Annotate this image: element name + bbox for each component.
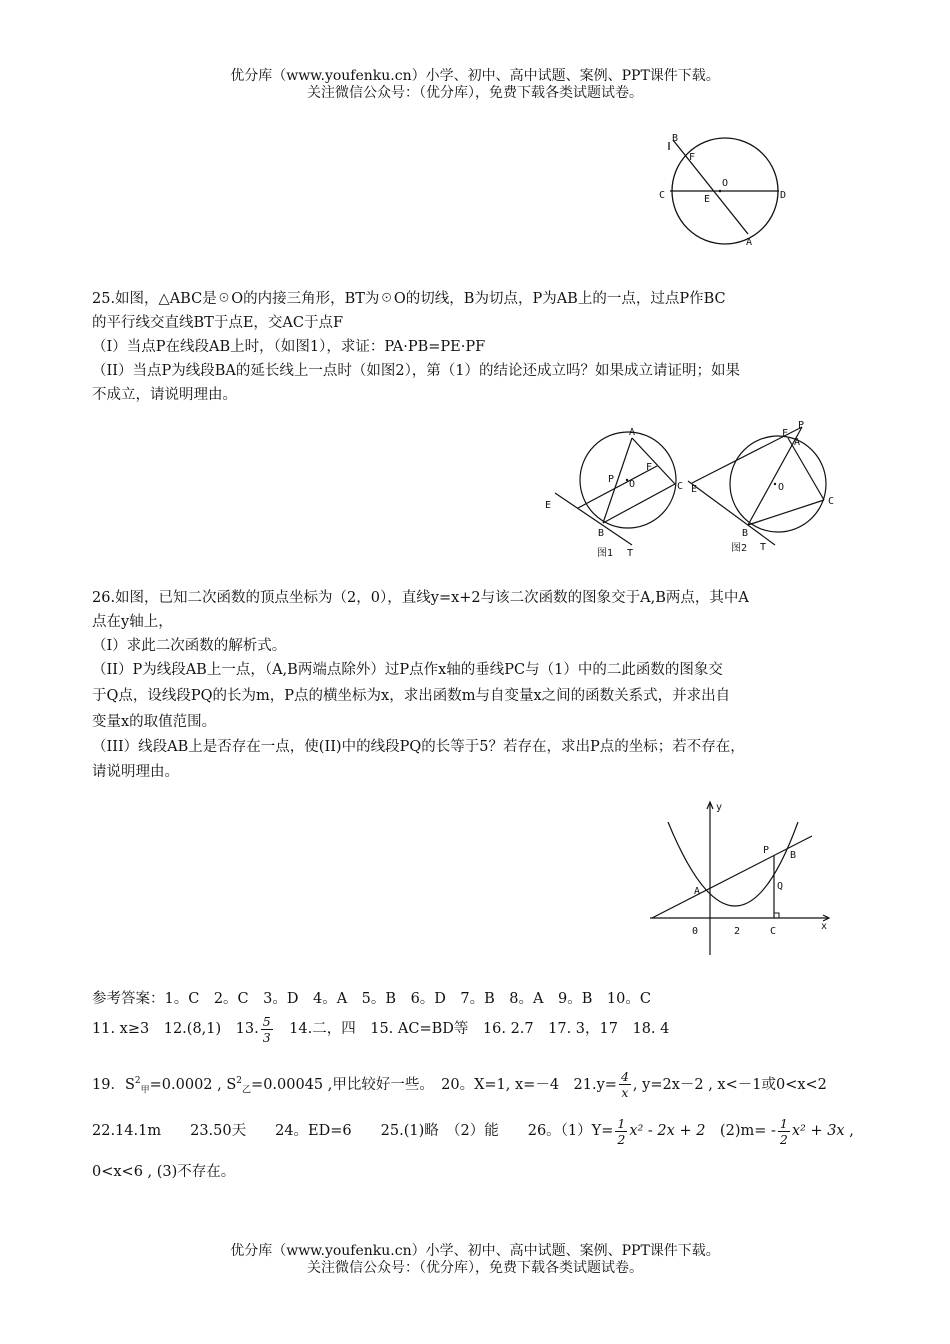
answers-row-4 xyxy=(92,1114,854,1148)
superscript: 2 xyxy=(236,1076,243,1086)
header-line-1: 优分库（www.youfenku.cn）小学、初中、高中试题、案例、PPT课件下载。 xyxy=(230,68,720,84)
q26-line-8: 请说明理由。 xyxy=(92,764,179,780)
q26-line-4: （II）P为线段AB上一点，（A,B两端点除外）过P点作x轴的垂线PC与（1）中的二此函数的图象交 xyxy=(92,662,723,678)
fig26-label-A: A xyxy=(694,886,701,897)
fig24-label-E: E xyxy=(704,194,711,205)
fig25-2-label-C: C xyxy=(828,496,835,507)
fraction-4-x xyxy=(619,1069,631,1100)
fig25-1-label-T: T xyxy=(627,548,634,559)
fraction-1-2 xyxy=(778,1116,790,1147)
answers-row-2-a: 11. x≥3 12.(8,1) 13. xyxy=(92,1021,259,1037)
answers-row-3-d: , y=2x－2 , x<－1或0<x<2 xyxy=(632,1076,827,1093)
superscript: 2 xyxy=(134,1076,141,1086)
answers-row-4-a: 22.14.1m 23.50天 24。ED=6 25.(1)略 （2）能 26。（1）Y= xyxy=(92,1123,614,1139)
answers-row-4-b: x² - 2x + 2 xyxy=(629,1123,706,1139)
fig25-1-label-C: C xyxy=(677,481,684,492)
subscript: 乙 xyxy=(242,1085,252,1096)
fig25-1-label-P: P xyxy=(608,474,615,485)
fig26-label-2: 2 xyxy=(734,926,741,937)
fig25-2-label-E: E xyxy=(691,484,698,495)
q25-line-3: （I）当点P在线段AB上时，（如图1），求证：PA·PB=PE·PF xyxy=(92,339,486,355)
fraction-denominator: 3 xyxy=(262,1029,271,1045)
fraction-1-2 xyxy=(615,1116,627,1147)
fig24-label-O: O xyxy=(722,178,729,189)
fig26-label-y: y xyxy=(716,802,723,813)
fig24-label-A: A xyxy=(746,237,753,248)
fig26-label-0: 0 xyxy=(692,926,699,937)
fig24-label-D: D xyxy=(780,190,787,201)
fraction-5-3 xyxy=(261,1014,273,1045)
fig24-label-F: F xyxy=(689,152,696,163)
fraction-numerator: 1 xyxy=(617,1115,626,1131)
q26-line-7: （III）线段AB上是否存在一点，使(II)中的线段PQ的长等于5？若存在，求出P点的坐标；若不存在， xyxy=(92,739,745,755)
fig26-label-B: B xyxy=(790,850,797,861)
answers-row-5: 0<x<6 , (3)不存在。 xyxy=(92,1164,236,1180)
fig25-2-label-A: A xyxy=(794,437,801,448)
fig25-2-label-O: O xyxy=(778,482,785,493)
fig25-1-label-E: E xyxy=(545,500,552,511)
answers-row-4-c: (2)m= - xyxy=(705,1123,776,1139)
header-line-2: 关注微信公众号：（优分库），免费下载各类试题试卷。 xyxy=(307,85,643,101)
answers-row-3-c: =0.00045 ,甲比较好一些。 20。X=1, x=－4 21.y= xyxy=(251,1076,617,1093)
q25-line-1: 25.如图，△ABC是☉O的内接三角形，BT为☉O的切线，B为切点，P为AB上的一点，过点P作BC xyxy=(92,291,726,307)
answers-row-4-d: x² + 3x xyxy=(791,1123,845,1139)
answers-row-3-a: 19．S xyxy=(92,1076,135,1093)
answers-row-1: 参考答案：1。C 2。C 3。D 4。A 5。B 6。D 7。B 8。A 9。B 10。C xyxy=(92,991,651,1007)
fraction-denominator: 2 xyxy=(779,1131,788,1147)
fig25-2-caption: 图2 xyxy=(731,543,748,554)
footer-line-2: 关注微信公众号：（优分库），免费下载各类试题试卷。 xyxy=(307,1260,643,1276)
fraction-denominator: x xyxy=(621,1085,629,1101)
q25-line-4: （II）当点P为线段BA的延长线上一点时（如图2），第（1）的结论还成立吗？如果成立请证明；如果 xyxy=(92,363,741,379)
fig26-label-x: x xyxy=(821,921,828,932)
fig26-label-P: P xyxy=(763,845,770,856)
fig25-1-label-F: F xyxy=(646,462,653,473)
fig24-label-B: B xyxy=(672,133,679,144)
q26-line-3: （I）求此二次函数的解析式。 xyxy=(92,638,287,654)
fig25-1-label-A: A xyxy=(629,427,636,438)
fig25-1-label-O: O xyxy=(629,479,636,490)
fraction-numerator: 1 xyxy=(779,1115,788,1131)
subscript: 甲 xyxy=(140,1085,150,1096)
fraction-denominator: 2 xyxy=(617,1131,626,1147)
fig25-2-label-T: T xyxy=(760,542,767,553)
q25-line-2: 的平行线交直线BT于点E，交AC于点F xyxy=(92,315,344,331)
fig26-label-Q: Q xyxy=(777,881,784,892)
answers-row-3 xyxy=(92,1064,827,1108)
answers-row-4-e: , xyxy=(844,1123,854,1139)
q26-line-1: 26.如图，已知二次函数的顶点坐标为（2，0），直线y=x+2与该二次函数的图象交于A,B两点，其中A xyxy=(92,590,749,606)
figure-q25 xyxy=(535,418,850,560)
answers-row-2-b: 14.二，四 15. AC=BD等 16. 2.7 17. 3，17 18. 4 xyxy=(274,1021,670,1037)
footer-line-1: 优分库（www.youfenku.cn）小学、初中、高中试题、案例、PPT课件下载。 xyxy=(230,1243,720,1259)
fig25-2-label-F: F xyxy=(782,428,789,439)
fig24-label-C: C xyxy=(659,190,666,201)
figure-q26 xyxy=(640,796,840,956)
fig25-2-label-P: P xyxy=(798,420,805,431)
q26-line-6: 变量x的取值范围。 xyxy=(92,714,217,730)
fig25-1-label-B: B xyxy=(598,528,605,539)
q25-line-5: 不成立，请说明理由。 xyxy=(92,387,237,403)
answers-row-3-b: =0.0002 , S xyxy=(149,1076,237,1093)
fig25-2-label-B: B xyxy=(742,528,749,539)
answers-row-2 xyxy=(92,1012,669,1046)
q26-line-2: 点在y轴上， xyxy=(92,614,173,630)
fraction-numerator: 4 xyxy=(620,1069,629,1085)
figure-q24 xyxy=(650,126,800,252)
q26-line-5: 于Q点，设线段PQ的长为m，P点的横坐标为x，求出函数m与自变量x之间的函数关系式，并求出自 xyxy=(92,688,731,704)
fig25-1-caption: 图1 xyxy=(597,548,614,559)
fig26-label-C: C xyxy=(770,926,777,937)
fraction-numerator: 5 xyxy=(262,1013,271,1029)
